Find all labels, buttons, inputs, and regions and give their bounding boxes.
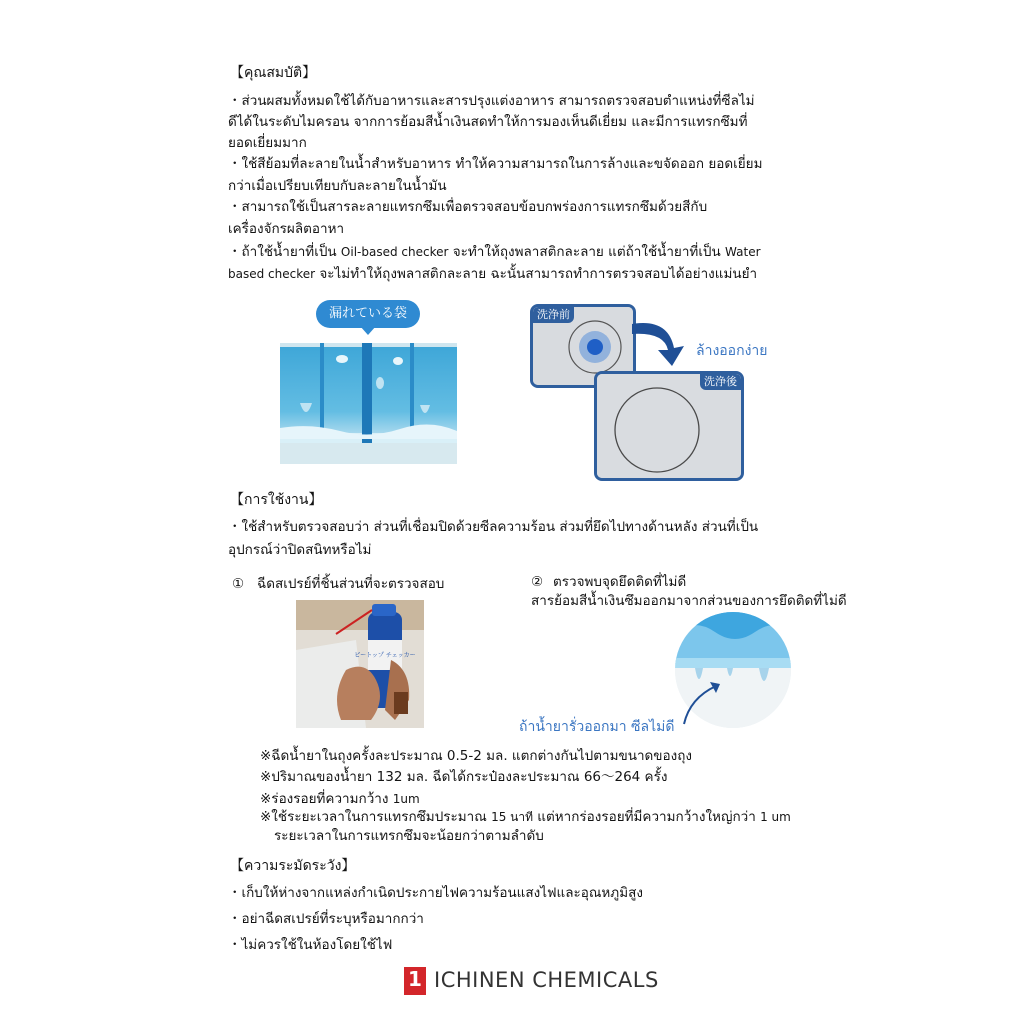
pointer-arrow-icon [680,680,724,726]
text-span: 1um [392,792,420,806]
features-line: ・ใช้สีย้อมที่ละลายในน้ำสำหรับอาหาร ทำให้ความสามารถในการล้างและขจัดออก ยอดเยี่ยม [228,156,763,172]
note-line: ระยะเวลาในการแทรกซึมจะน้อยกว่าตามลำดับ [274,828,544,844]
caution-line: ・ไม่ควรใช้ในห้องโดยใช้ไฟ [228,937,393,953]
step2-subtext: สารย้อมสีน้ำเงินซึมออกมาจากส่วนของการยึดติดที่ไม่ดี [531,593,847,609]
features-line: ・ส่วนผสมทั้งหมดใช้ได้กับอาหารและสารปรุงแต่งอาหาร สามารถตรวจสอบตำแหน่งที่ซีลไม่ [228,93,755,109]
text-span: 15 นาที [491,810,533,824]
bag-drawing [280,343,457,464]
arrow-icon [628,318,692,368]
usage-line: อุปกรณ์ว่าปิดสนิทหรือไม่ [228,542,372,558]
after-wash-label: 洗浄後 [700,374,741,390]
text-span: ※ใช้ระยะเวลาในการแทรกซึมประมาณ [260,809,492,825]
caution-line: ・เก็บให้ห่างจากแหล่งกำเนิดประกายไฟความร้อนแสงไฟและอุณหภูมิสูง [228,885,643,901]
can-label: ピートップ チェッカー [354,652,416,659]
text-span: จะไม่ทำให้ถุงพลาสติกละลาย ฉะนั้นสามารถทำการตรวจสอบได้อย่างแม่นยำ [315,266,758,282]
callout-tail [360,326,376,335]
text-span: based checker [228,267,316,281]
usage-line: ・ใช้สำหรับตรวจสอบว่า ส่วนที่เชื่อมปิดด้วยซีลความร้อน ส่วมที่ยึดไปทางด้านหลัง ส่วนที่เป็น [228,519,759,535]
text-span: Oil-based checker [340,245,449,259]
usage-heading: 【การใช้งาน】 [230,492,323,508]
step2-text: ตรวจพบจุดยึดติดที่ไม่ดี [553,574,687,590]
spray-drawing [296,600,424,728]
note-line [260,808,791,826]
features-line: ・สามารถใช้เป็นสารละลายแทรกซึมเพื่อตรวจสอบข้อบกพร่องการแทรกซึมด้วยสีกับ [228,199,708,215]
features-line: ดีได้ในระดับไมครอน จากการย้อมสีน้ำเงินสดทำให้การมองเห็นดีเยี่ยม และมีการแทรกซึมที่ [228,114,748,130]
leaking-bag-label: 漏れている袋 [316,300,420,328]
features-line: เครื่องจักรผลิตอาหา [228,221,345,237]
text-span: แต่หากร่องรอยที่มีความกว้างใหญ่กว่า [533,809,761,825]
brand-name: ICHINEN CHEMICALS [434,968,659,992]
text-span: Water [725,245,761,259]
step2-number: ② [531,574,544,590]
features-line: กว่าเมื่อเปรียบเทียบกับละลายในน้ำมัน [228,178,447,194]
features-line-9 [228,265,757,283]
features-heading: 【คุณสมบัติ】 [230,65,317,81]
features-line-8 [228,243,761,261]
note-line: ※ฉีดน้ำยาในถุงครั้งละประมาณ 0.5-2 มล. แตกต่างกันไปตามขนาดของถุง [260,748,692,764]
features-line: ยอดเยี่ยมมาก [228,135,307,151]
step1-text: ฉีดสเปรย์ที่ชิ้นส่วนที่จะตรวจสอบ [257,576,445,592]
text-span: ・ถ้าใช้น้ำยาที่เป็น [228,244,341,260]
caution-line: ・อย่าฉีดสเปรย์ที่ระบุหรือมากกว่า [228,911,424,927]
wash-caption: ล้างออกง่าย [696,343,768,359]
text-span: ※ร่องรอยที่ความกว้าง [260,791,393,807]
leaking-bag-image [280,343,457,464]
step1-number: ① [232,576,245,592]
before-wash-label: 洗浄前 [533,307,574,323]
brand-logo-icon: 1 [404,967,426,995]
after-wash-panel [594,371,744,481]
note-line: ※ปริมาณของน้ำยา 132 มล. ฉีดได้กระป๋องละประมาณ 66～264 ครั้ง [260,769,668,785]
leak-caption: ถ้าน้ำยารั่วออกมา ซีลไม่ดี [519,719,675,735]
text-span: 1 um [760,810,791,824]
caution-heading: 【ความระมัดระวัง】 [230,858,356,874]
text-span: จะทำให้ถุงพลาสติกละลาย แต่ถ้าใช้น้ำยาที่เป็น [448,244,726,260]
note-line [260,790,420,808]
spray-photo [296,600,424,728]
